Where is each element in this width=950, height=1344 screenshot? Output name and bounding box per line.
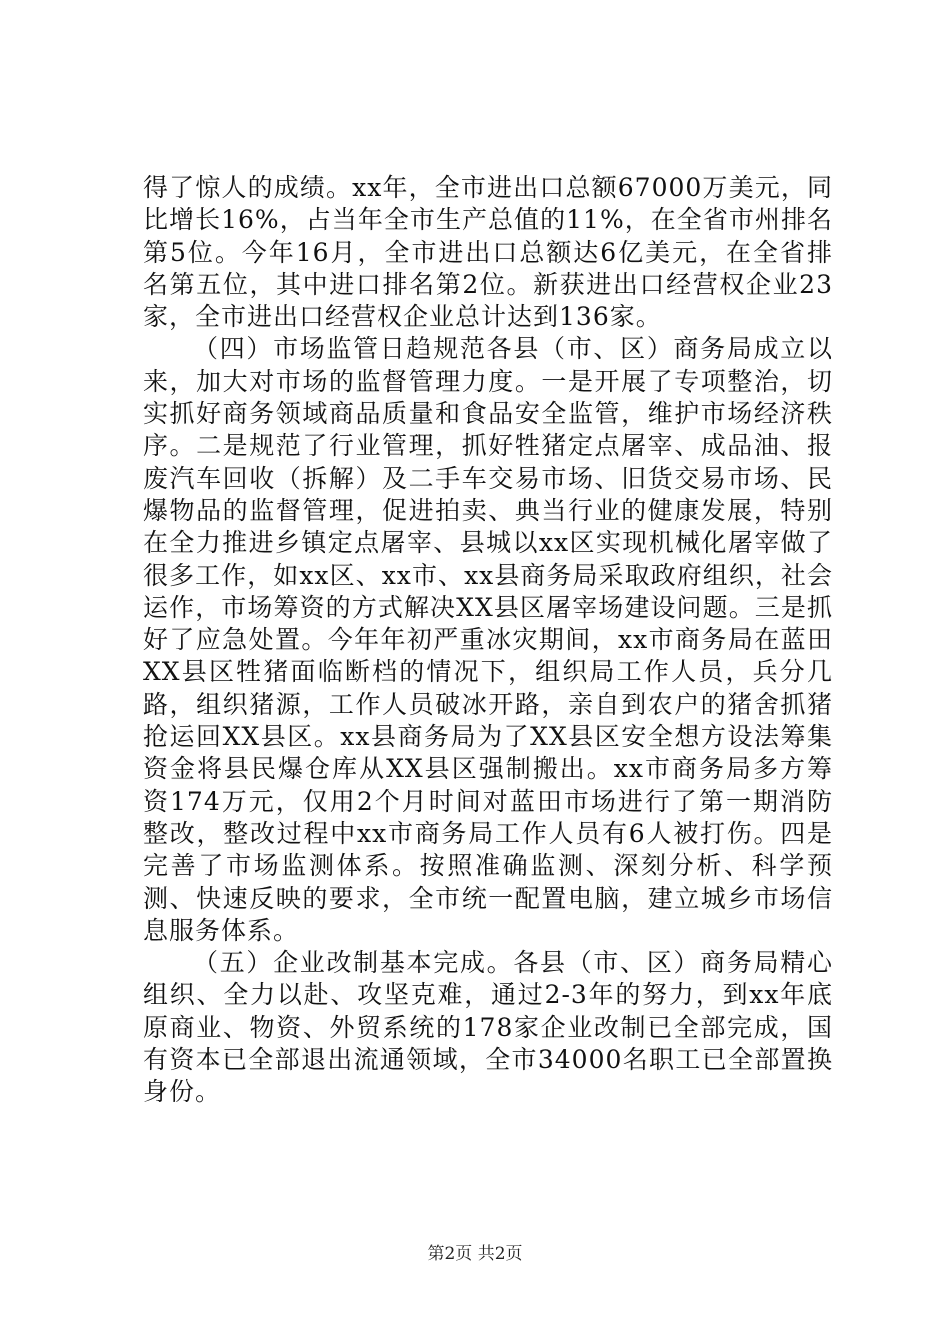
paragraph-market-supervision: （四）市场监管日趋规范各县（市、区）商务局成立以来，加大对市场的监督管理力度。一是开展了专项整治，切实抓好商务领域商品质量和食品安全监管，维护市场经济秩序。二是规范了行业管理，抓好牲猪定点屠宰、成品油、报废汽车回收（拆解）及二手车交易市场、旧货交易市场、民爆物品的监督管理，促进拍卖、典当行业的健康发展，特别在全力推进乡镇定点屠宰、县城以xx区实现机械化屠宰做了很多工作，如xx区、xx市、xx县商务局采取政府组织，社会运作，市场筹资的方式解决XX县区屠宰场建设问题。三是抓好了应急处置。今年年初严重冰灾期间，xx市商务局在蓝田XX县区牲猪面临断档的情况下，组织局工作人员，兵分几路，组织猪源，工作人员破冰开路，亲自到农户的猪舍抓猪抢运回XX县区。xx县商务局为了XX县区安全想方设法筹集资金将县民爆仓库从XX县区强制搬出。xx市商务局多方筹资174万元，仅用2个月时间对蓝田市场进行了第一期消防整改，整改过程中xx市商务局工作人员有6人被打伤。四是完善了市场监测体系。按照准确监测、深刻分析、科学预测、快速反映的要求，全市统一配置电脑，建立城乡市场信息服务体系。 (143, 334, 833, 945)
page-number-footer: 第2页 共2页 (427, 1244, 523, 1264)
paragraph-enterprise-reform: （五）企业改制基本完成。各县（市、区）商务局精心组织、全力以赴、攻坚克难，通过2-3年的努力，到xx年底原商业、物资、外贸系统的178家企业改制已全部完成，国有资本已全部退出流通领域，全市34000名职工已全部置换身份。 (143, 948, 833, 1107)
paragraph-continuation: 得了惊人的成绩。xx年，全市进出口总额67000万美元，同比增长16%，占当年全市生产总值的11%，在全省市州排名第5位。今年16月，全市进出口总额达6亿美元，在全省排名第五位，其中进口排名第2位。新获进出口经营权企业23家，全市进出口经营权企业总计达到136家。 (143, 173, 833, 332)
document-body (143, 172, 833, 1109)
